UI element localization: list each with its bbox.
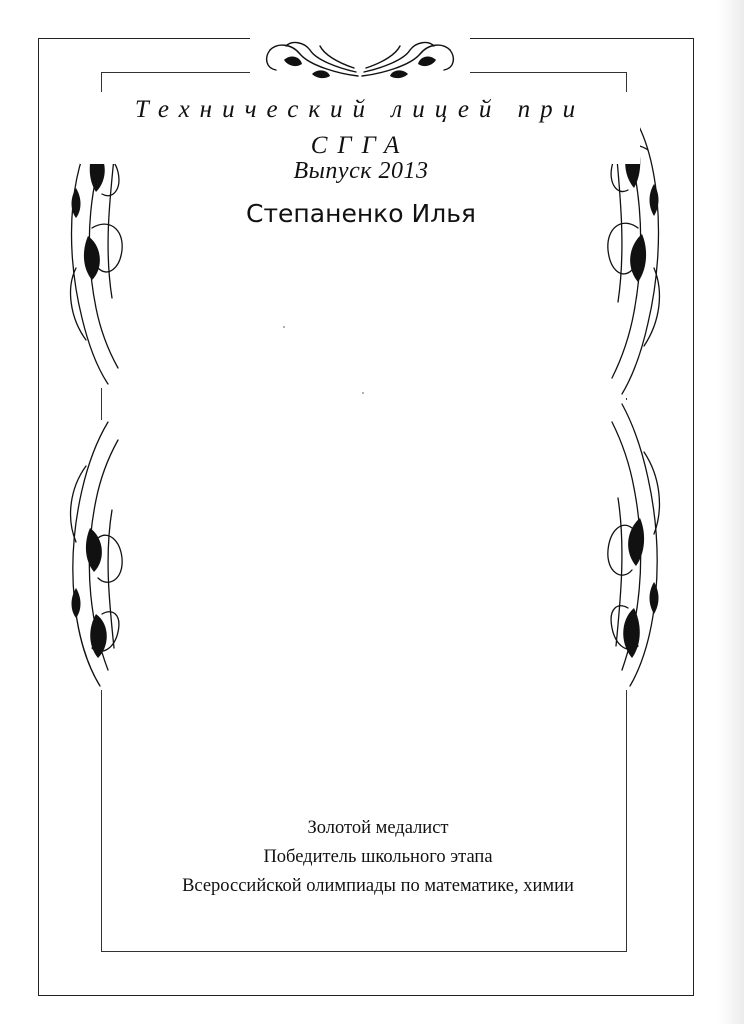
leaf-swirl-icon bbox=[52, 418, 132, 690]
leaf-swirl-icon bbox=[598, 400, 678, 690]
achievement-line: Всероссийской олимпиады по математике, химии bbox=[182, 876, 574, 896]
flourish-scroll-icon bbox=[240, 36, 480, 86]
scan-dust-mark bbox=[362, 392, 364, 394]
achievement-line: Золотой медалист bbox=[307, 818, 449, 838]
scan-dust-mark bbox=[283, 326, 285, 328]
school-title: Технический лицей при СГГА bbox=[80, 92, 640, 164]
achievements-list bbox=[100, 814, 656, 901]
achievement-line: Победитель школьного этапа bbox=[263, 847, 493, 867]
graduate-name: Степаненко Илья bbox=[246, 199, 476, 228]
graduation-year: Выпуск 2013 bbox=[293, 158, 429, 184]
